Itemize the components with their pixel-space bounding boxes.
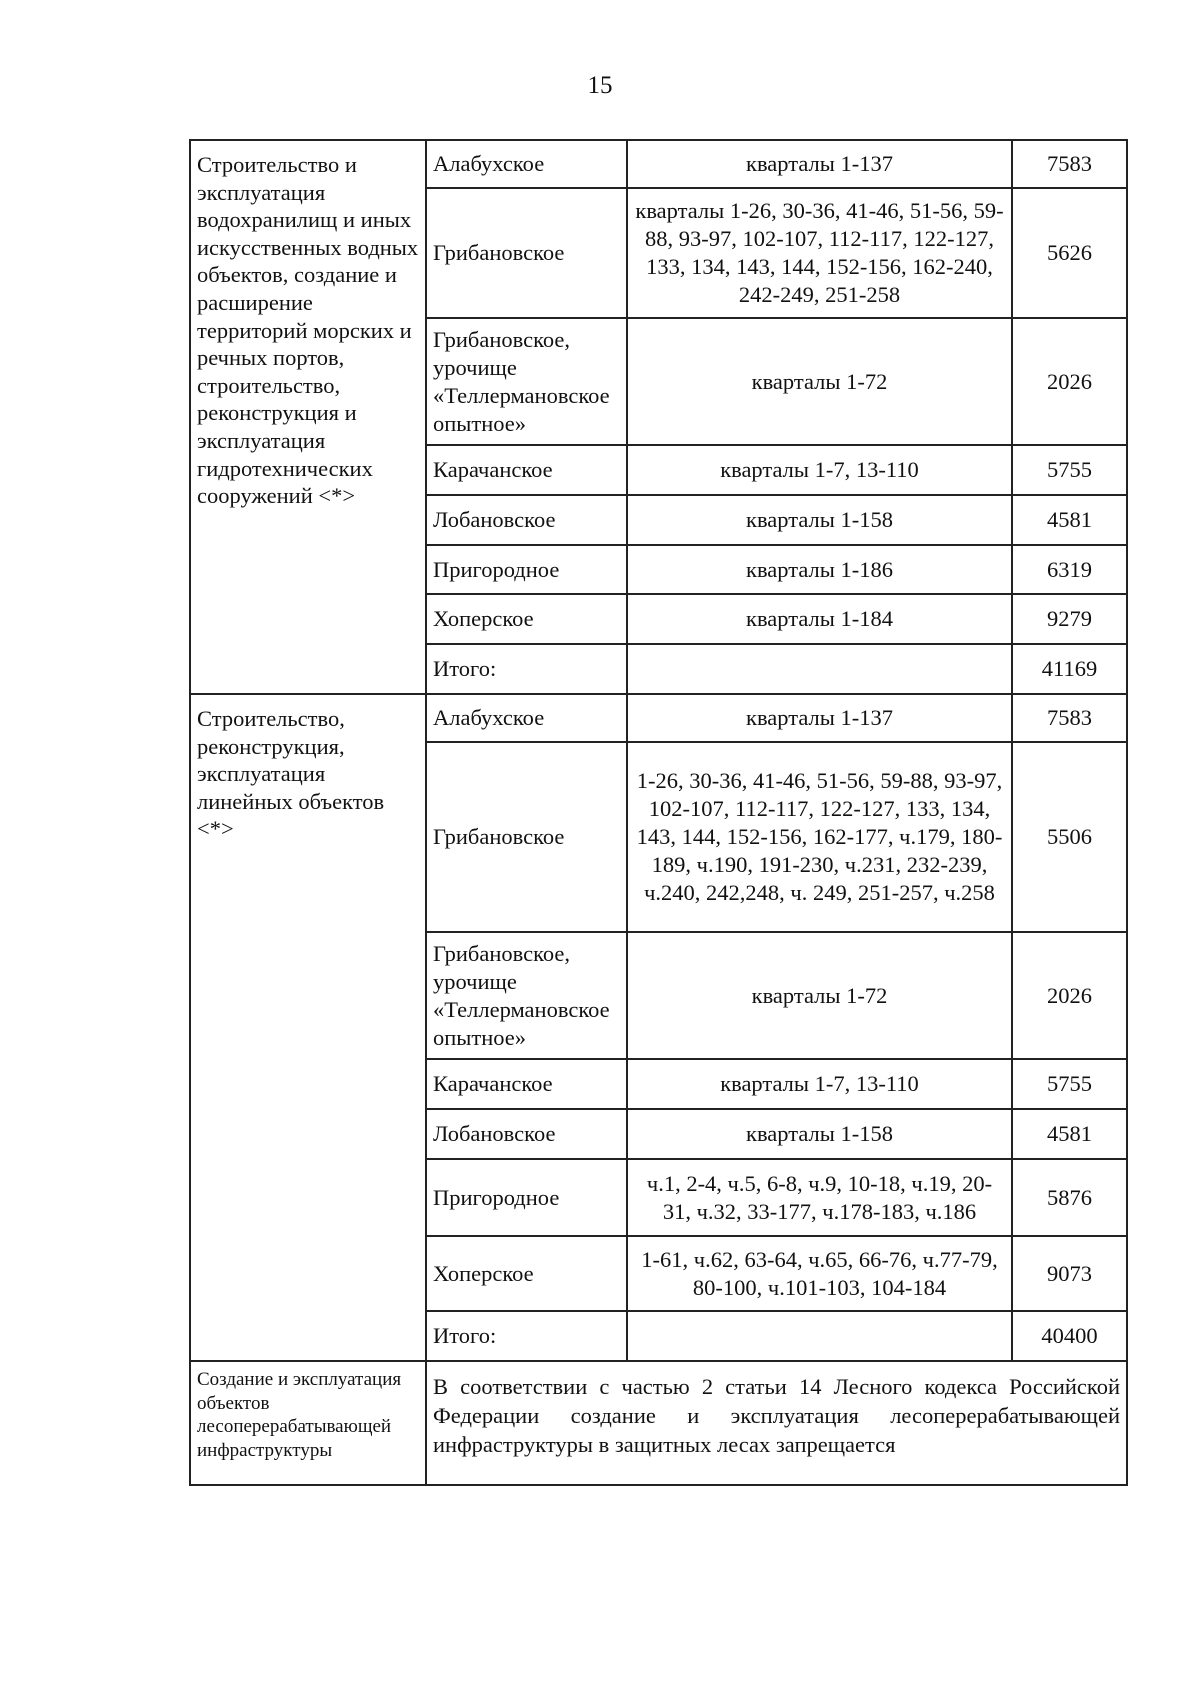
forestry-cell: Хоперское (426, 594, 627, 644)
page-number: 15 (587, 72, 613, 99)
activity-cell: Строительство, реконструкция, эксплуатация линейных объектов <*> (190, 694, 426, 1361)
quarters-cell-empty (627, 644, 1012, 694)
forest-zones-table (189, 139, 1128, 1486)
table-row (190, 694, 1127, 742)
activity-cell: Строительство и эксплуатация водохранилищ и иных искусственных водных объектов, создание и расширение территорий морских и речных портов, строительство, реконструкция и эксплуатация гидротехнических сооружений <*> (190, 140, 426, 694)
area-cell: 5506 (1012, 742, 1127, 932)
forestry-cell: Пригородное (426, 1159, 627, 1236)
area-cell: 4581 (1012, 1109, 1127, 1159)
forestry-cell: Карачанское (426, 1059, 627, 1109)
table-row (190, 140, 1127, 188)
area-cell: 7583 (1012, 694, 1127, 742)
area-cell: 7583 (1012, 140, 1127, 188)
total-value: 41169 (1012, 644, 1127, 694)
quarters-cell: кварталы 1-7, 13-110 (627, 1059, 1012, 1109)
forestry-cell: Грибановское (426, 742, 627, 932)
quarters-cell: кварталы 1-186 (627, 545, 1012, 594)
forestry-cell: Лобановское (426, 495, 627, 545)
area-cell: 5755 (1012, 445, 1127, 495)
quarters-cell: кварталы 1-7, 13-110 (627, 445, 1012, 495)
quarters-cell: кварталы 1-72 (627, 932, 1012, 1059)
quarters-cell: кварталы 1-184 (627, 594, 1012, 644)
area-cell: 5755 (1012, 1059, 1127, 1109)
area-cell: 5626 (1012, 188, 1127, 318)
prohibition-note: В соответствии с частью 2 статьи 14 Лесного кодекса Российской Федерации создание и эксплуатация лесоперерабатывающей инфраструктуры в защитных лесах запрещается (426, 1361, 1127, 1485)
area-cell: 9279 (1012, 594, 1127, 644)
quarters-cell-empty (627, 1311, 1012, 1361)
forestry-cell: Лобановское (426, 1109, 627, 1159)
total-value: 40400 (1012, 1311, 1127, 1361)
quarters-cell: кварталы 1-137 (627, 694, 1012, 742)
total-label: Итого: (426, 1311, 627, 1361)
forestry-cell: Грибановское, урочище «Теллермановское опытное» (426, 932, 627, 1059)
quarters-cell: ч.1, 2-4, ч.5, 6-8, ч.9, 10-18, ч.19, 20-31, ч.32, 33-177, ч.178-183, ч.186 (627, 1159, 1012, 1236)
quarters-cell: кварталы 1-137 (627, 140, 1012, 188)
forestry-cell: Грибановское (426, 188, 627, 318)
quarters-cell: 1-61, ч.62, 63-64, ч.65, 66-76, ч.77-79, 80-100, ч.101-103, 104-184 (627, 1236, 1012, 1311)
forestry-cell: Хоперское (426, 1236, 627, 1311)
quarters-cell: кварталы 1-72 (627, 318, 1012, 445)
area-cell: 4581 (1012, 495, 1127, 545)
activity-cell: Создание и эксплуатация объектов лесоперерабатывающей инфраструктуры (190, 1361, 426, 1485)
area-cell: 5876 (1012, 1159, 1127, 1236)
quarters-cell: кварталы 1-158 (627, 1109, 1012, 1159)
forestry-cell: Карачанское (426, 445, 627, 495)
forestry-cell: Пригородное (426, 545, 627, 594)
area-cell: 6319 (1012, 545, 1127, 594)
area-cell: 9073 (1012, 1236, 1127, 1311)
quarters-cell: кварталы 1-26, 30-36, 41-46, 51-56, 59-88, 93-97, 102-107, 112-117, 122-127, 133, 134, 143, 144, 152-156, 162-240, 242-249, 251-258 (627, 188, 1012, 318)
area-cell: 2026 (1012, 318, 1127, 445)
forestry-cell: Грибановское, урочище «Теллермановское опытное» (426, 318, 627, 445)
forestry-cell: Алабухское (426, 694, 627, 742)
table-row (190, 1361, 1127, 1485)
area-cell: 2026 (1012, 932, 1127, 1059)
quarters-cell: кварталы 1-158 (627, 495, 1012, 545)
quarters-cell: 1-26, 30-36, 41-46, 51-56, 59-88, 93-97, 102-107, 112-117, 122-127, 133, 134, 143, 144, 152-156, 162-177, ч.179, 180-189, ч.190, 191-230, ч.231, 232-239, ч.240, 242,248, ч. 249, 251-257, ч.258 (627, 742, 1012, 932)
total-label: Итого: (426, 644, 627, 694)
forestry-cell: Алабухское (426, 140, 627, 188)
